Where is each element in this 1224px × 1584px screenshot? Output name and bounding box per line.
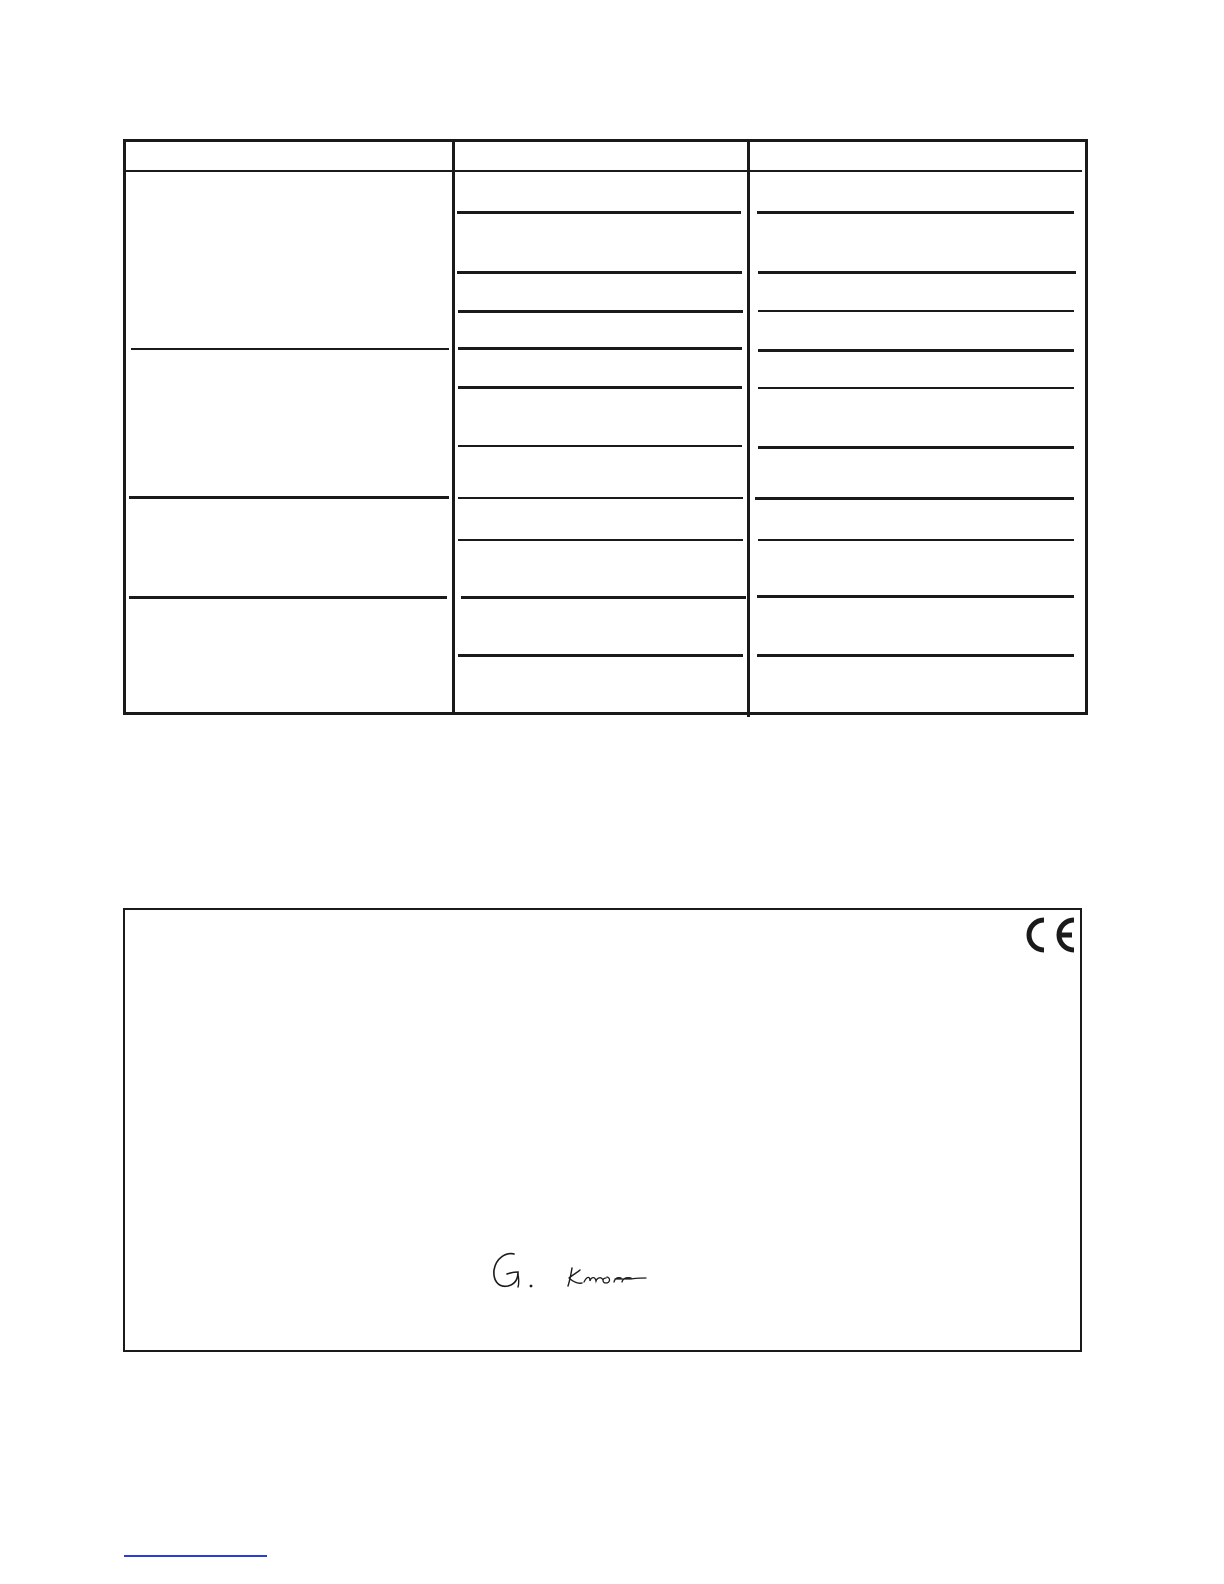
row-divider	[758, 539, 1074, 541]
row-divider	[458, 310, 743, 313]
row-divider	[758, 271, 1076, 274]
row-divider	[129, 496, 449, 499]
row-divider	[457, 271, 742, 274]
header-row-divider	[123, 170, 1082, 172]
row-divider	[458, 386, 742, 389]
ce-mark-icon	[1020, 914, 1078, 956]
row-divider	[129, 596, 447, 599]
row-divider	[758, 387, 1074, 389]
row-divider	[458, 445, 742, 447]
row-divider	[758, 446, 1074, 449]
row-divider	[461, 596, 746, 599]
table-frame	[123, 139, 1088, 715]
row-divider	[757, 654, 1074, 657]
row-divider	[758, 310, 1074, 312]
row-divider	[755, 497, 1074, 500]
row-divider	[458, 347, 742, 350]
footer-link-underline[interactable]	[124, 1555, 267, 1557]
row-divider	[458, 497, 743, 499]
row-divider	[457, 211, 741, 214]
row-divider	[458, 654, 743, 657]
row-divider	[757, 211, 1074, 214]
row-divider	[758, 349, 1074, 352]
row-divider	[757, 595, 1074, 598]
row-divider	[458, 539, 743, 541]
signature-image	[488, 1246, 658, 1296]
row-divider	[131, 348, 449, 350]
column-divider	[452, 139, 455, 715]
column-divider	[747, 139, 750, 717]
